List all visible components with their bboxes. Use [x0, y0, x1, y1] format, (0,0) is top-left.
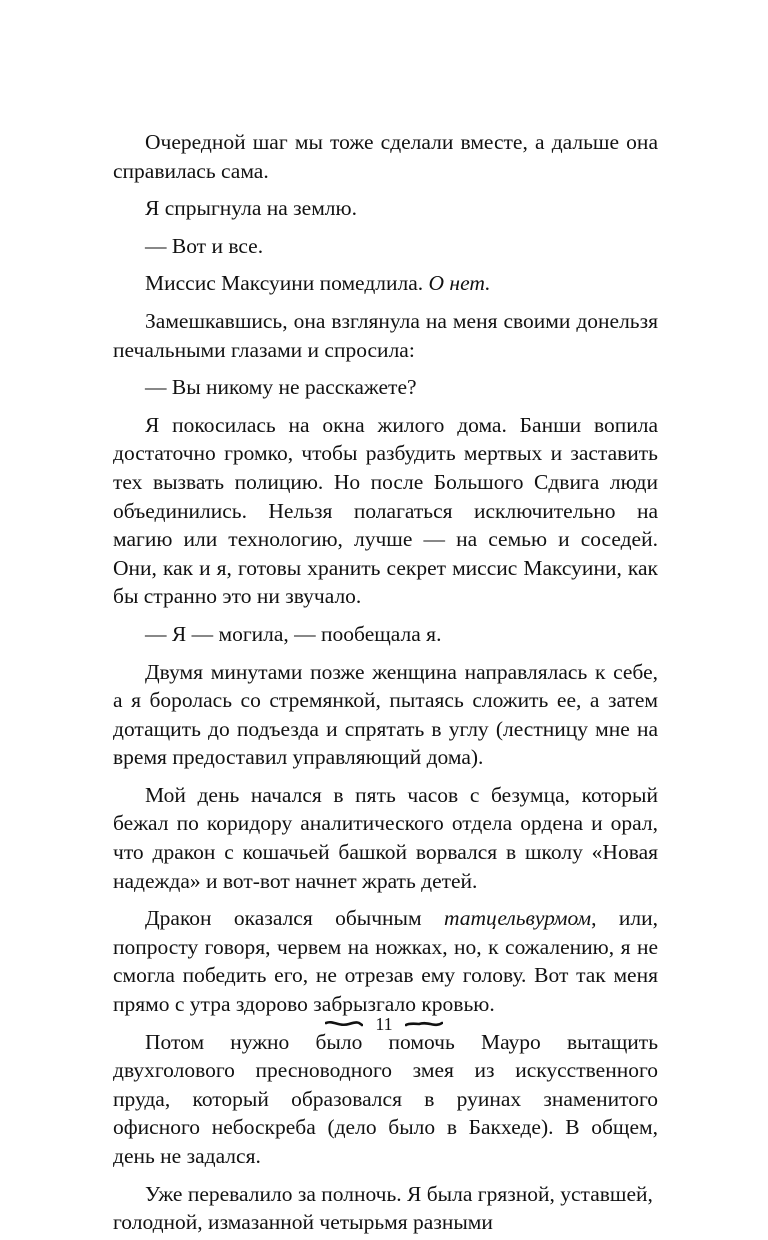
paragraph-8: — Я — могила, — пообещала я.	[145, 621, 442, 646]
paragraph-3: — Вот и все.	[145, 233, 264, 258]
paragraph-10: Мой день начался в пять часов с безумца, который бежал по коридору аналитического отдела ордена и орал, что дракон с кошачьей башкой ворвался в школу «Новая надежда» и вот-вот начнет жрать детей.	[113, 782, 658, 893]
left-swash-ornament	[325, 1019, 363, 1029]
paragraph-11	[113, 904, 658, 1018]
paragraph-4-text: Миссис Максуини помедлила.	[145, 271, 429, 296]
paragraph-4-italic: О нет.	[428, 271, 491, 296]
paragraph-1: Очередной шаг мы тоже сделали вместе, а дальше она справилась сама.	[113, 130, 658, 183]
paragraph-9: Двумя минутами позже женщина направлялась к себе, а я боролась со стремянкой, пытаясь сложить ее, а затем дотащить до подъезда и спрятать в углу (лестницу мне на время предоставил управляющий дома).	[113, 659, 658, 770]
paragraph-11-tail: , или, попросту говоря, червем на ножках, но, к сожалению, я не смогла победить его, не отрезав ему голову. Вот так меня прямо с утра здорово забрызгало кровью.	[113, 906, 658, 1017]
page-number: 11	[375, 1014, 393, 1034]
paragraph-5: Замешкавшись, она взглянула на меня своими донельзя печальными глазами и спросила:	[113, 308, 658, 362]
right-swash-ornament	[405, 1019, 443, 1029]
paragraph-6: — Вы никому не расскажете?	[145, 375, 417, 400]
paragraph-7: Я покосилась на окна жилого дома. Банши вопила достаточно громко, чтобы разбудить мертвых и заставить тех вызвать полицию. Но после Большого Сдвига люди объединились. Нельзя полагаться исключительно на магию или технологию, лучше — на семью и соседей. Они, как и я, готовы хранить секрет миссис Максуини, как бы странно это ни звучало.	[113, 412, 658, 609]
paragraph-2: Я спрыгнула на землю.	[145, 196, 357, 221]
page-number-footer	[0, 1014, 768, 1034]
paragraph-11-text: Дракон оказался обычным	[145, 906, 444, 931]
paragraph-11-italic: татцельвурмом	[443, 906, 592, 931]
paragraph-13: Уже перевалило за полночь. Я была грязной, уставшей, голодной, измазанной четырьмя разными	[113, 1181, 653, 1235]
book-page-text	[113, 128, 658, 1237]
paragraph-4	[113, 269, 658, 298]
paragraph-12: Потом нужно было помочь Мауро вытащить двухголового пресноводного змея из искусственного пруда, который образовался в руинах знаменитого офисного небоскреба (дело было в Бакхеде). В общем, день не задался.	[113, 1029, 658, 1168]
